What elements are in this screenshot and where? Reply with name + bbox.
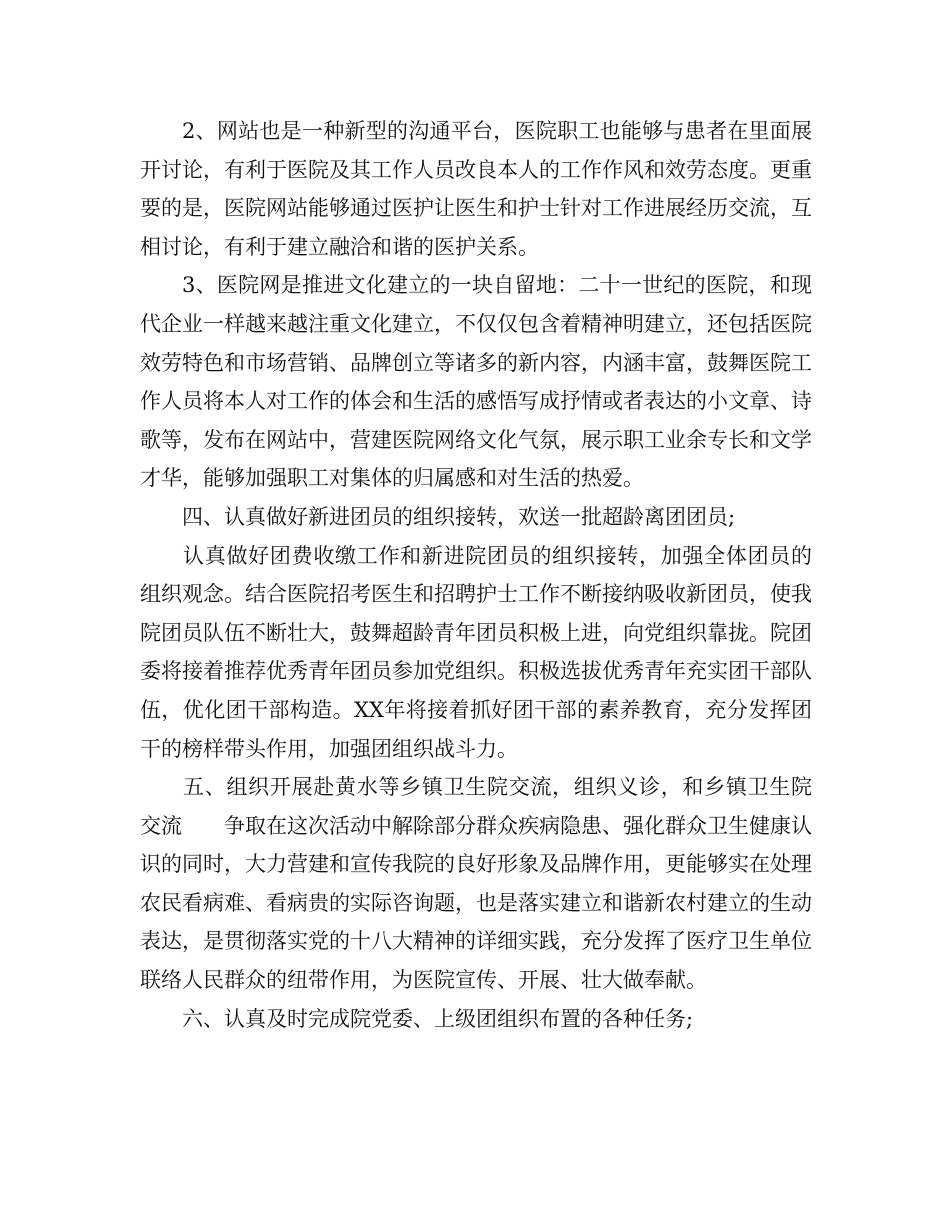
paragraph-website-communication: 2、网站也是一种新型的沟通平台，医院职工也能够与患者在里面展开讨论，有利于医院及其工作人员改良本人的工作作风和效劳态度。更重要的是，医院网站能够通过医护让医生和护士针对工作进展经历交流，互相讨论，有利于建立融洽和谐的医护关系。 — [140, 119, 812, 259]
paragraph-heading-five: 五、组织开展赴黄水等乡镇卫生院交流，组织义诊，和乡镇卫生院交流 争取在这次活动中解除部分群众疾病隐患、强化群众卫生健康认识的同时，大力营建和宣传我院的良好形象及品牌作用，更能够实在处理农民看病难、看病贵的实际咨询题，也是落实建立和谐新农村建立的生动表达，是贯彻落实党的十八大精神的详细实践，充分发挥了医疗卫生单位联络人民群众的纽带作用，为医院宣传、开展、壮大做奉献。 — [140, 775, 812, 993]
paragraph-membership-work: 认真做好团费收缴工作和新进院团员的组织接转，加强全体团员的组织观念。结合医院招考医生和招聘护士工作不断接纳吸收新团员，使我院团员队伍不断壮大，鼓舞超龄青年团员积极上进，向党组织靠拢。院团委将接着推荐优秀青年团员参加党组织。积极选拔优秀青年充实团干部队伍，优化团干部构造。XX年将接着抓好团干部的素养教育，充分发挥团干的榜样带头作用，加强团组织战斗力。 — [140, 543, 812, 761]
document-body — [140, 112, 812, 1038]
paragraph-culture-building: 3、医院网是推进文化建立的一块自留地：二十一世纪的医院，和现代企业一样越来越注重文化建立，不仅仅包含着精神明建立，还包括医院效劳特色和市场营销、品牌创立等诸多的新内容，内涵丰富，鼓舞医院工作人员将本人对工作的体会和生活的感悟写成抒情或者表达的小文章、诗歌等，发布在网站中，营建医院网络文化气氛，展示职工业余专长和文学才华，能够加强职工对集体的归属感和对生活的热爱。 — [140, 273, 812, 491]
paragraph-heading-six: 六、认真及时完成院党委、上级团组织布置的各种任务; — [182, 1006, 694, 1031]
paragraph-heading-four: 四、认真做好新进团员的组织接转，欢送一批超龄离团团员; — [182, 504, 736, 529]
